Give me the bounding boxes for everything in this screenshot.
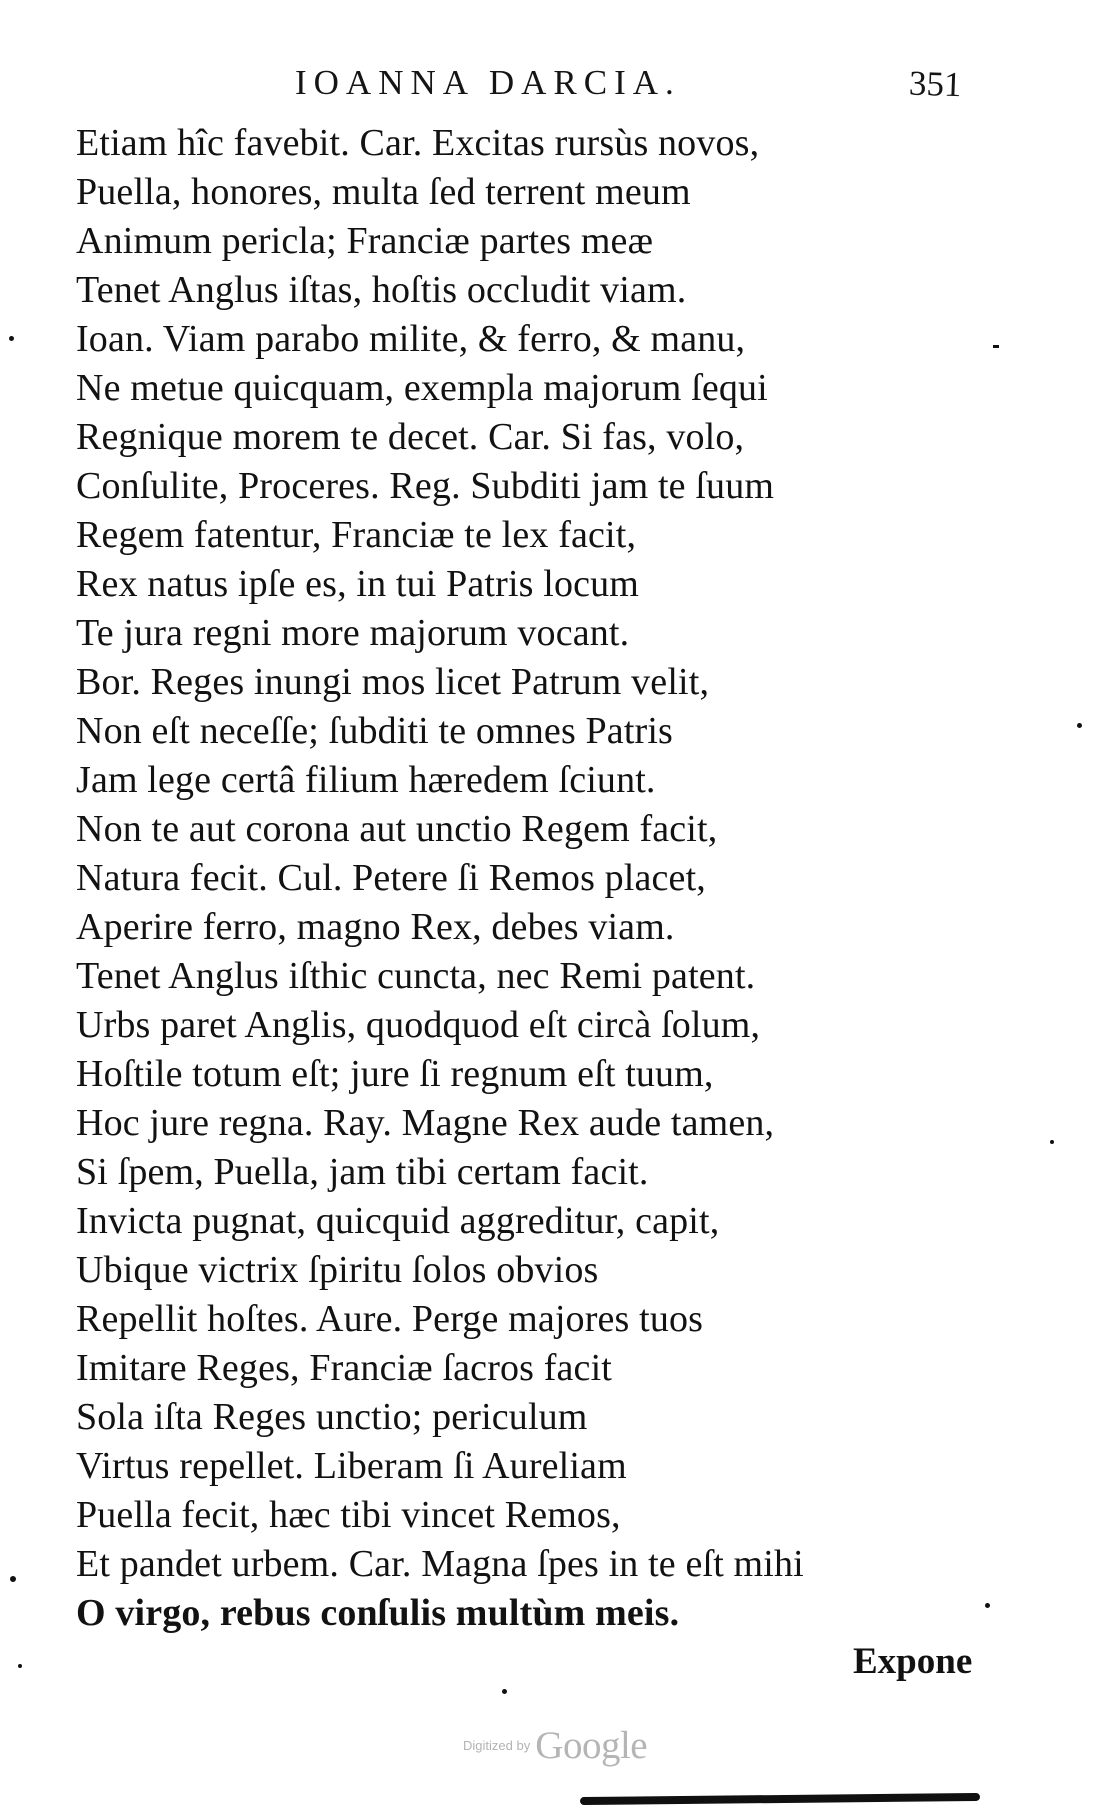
verse-line: Hoſtile totum eſt; jure ſi regnum eſt tuum,	[76, 1053, 714, 1095]
latin-verse-block	[76, 119, 1016, 1638]
google-logo-text: Google	[535, 1724, 648, 1767]
verse-line: Tenet Anglus iſthic cuncta, nec Remi patent.	[76, 955, 756, 997]
page-number: 351	[908, 63, 963, 105]
verse-line: Regnique morem te decet. Car. Si fas, volo,	[76, 416, 745, 458]
ink-speck-left-3	[18, 1664, 22, 1668]
verse-line: Sola iſta Reges unctio; periculum	[76, 1396, 588, 1438]
ink-speck-left-1	[9, 336, 14, 341]
google-digitization-watermark	[463, 1723, 713, 1768]
verse-line: Conſulite, Proceres. Reg. Subditi jam te ſuum	[76, 465, 775, 507]
verse-line: Te jura regni more majorum vocant.	[76, 612, 630, 654]
verse-line: Repellit hoſtes. Aure. Perge majores tuos	[76, 1298, 704, 1340]
verse-line: Ne metue quicquam, exempla majorum ſequi	[76, 367, 768, 409]
ink-speck-bottom	[502, 1689, 507, 1694]
verse-line: Urbs paret Anglis, quodquod eſt circà ſolum,	[76, 1004, 761, 1046]
scan-shadow-bar	[580, 1793, 980, 1805]
verse-line: Et pandet urbem. Car. Magna ſpes in te eſt mihi	[76, 1543, 804, 1585]
verse-line: Ubique victrix ſpiritu ſolos obvios	[76, 1249, 599, 1291]
verse-line: Natura fecit. Cul. Petere ſi Remos placet,	[76, 857, 706, 899]
ink-speck-right-4	[985, 1603, 990, 1608]
verse-line: Non te aut corona aut unctio Regem facit,	[76, 808, 718, 850]
verse-line: Imitare Reges, Franciæ ſacros facit	[76, 1347, 612, 1389]
verse-line: Puella fecit, hæc tibi vincet Remos,	[76, 1494, 621, 1536]
verse-line: Jam lege certâ filium hæredem ſciunt.	[76, 759, 656, 801]
verse-line: Virtus repellet. Liberam ſi Aureliam	[76, 1445, 627, 1487]
verse-line: Etiam hîc favebit. Car. Excitas rursùs novos,	[76, 122, 760, 164]
verse-line: Regem fatentur, Franciæ te lex facit,	[76, 514, 637, 556]
ink-speck-left-2	[10, 1576, 16, 1582]
verse-line: Puella, honores, multa ſed terrent meum	[76, 171, 691, 213]
verse-line: Invicta pugnat, quicquid aggreditur, capit,	[76, 1200, 720, 1242]
verse-line: Hoc jure regna. Ray. Magne Rex aude tamen,	[76, 1102, 775, 1144]
ink-speck-right-1	[993, 345, 999, 348]
verse-line: Non eſt neceſſe; ſubditi te omnes Patris	[76, 710, 673, 752]
verse-line: Si ſpem, Puella, jam tibi certam facit.	[76, 1151, 649, 1193]
verse-line: Ioan. Viam parabo milite, & ferro, & manu,	[76, 318, 746, 360]
ink-speck-right-3	[1050, 1140, 1054, 1144]
catchword: Expone	[853, 1641, 973, 1682]
verse-line: O virgo, rebus conſulis multùm meis.	[76, 1592, 680, 1634]
ink-speck-right-2	[1077, 723, 1082, 728]
verse-line: Bor. Reges inungi mos licet Patrum velit,	[76, 661, 710, 703]
verse-line: Aperire ferro, magno Rex, debes viam.	[76, 906, 675, 948]
running-head-title: IOANNA DARCIA.	[295, 63, 681, 102]
verse-line: Tenet Anglus iſtas, hoſtis occludit viam.	[76, 269, 687, 311]
digitized-by-label: Digitized by	[463, 1738, 531, 1753]
verse-line: Animum pericla; Franciæ partes meæ	[76, 220, 654, 262]
verse-line: Rex natus ipſe es, in tui Patris locum	[76, 563, 639, 605]
